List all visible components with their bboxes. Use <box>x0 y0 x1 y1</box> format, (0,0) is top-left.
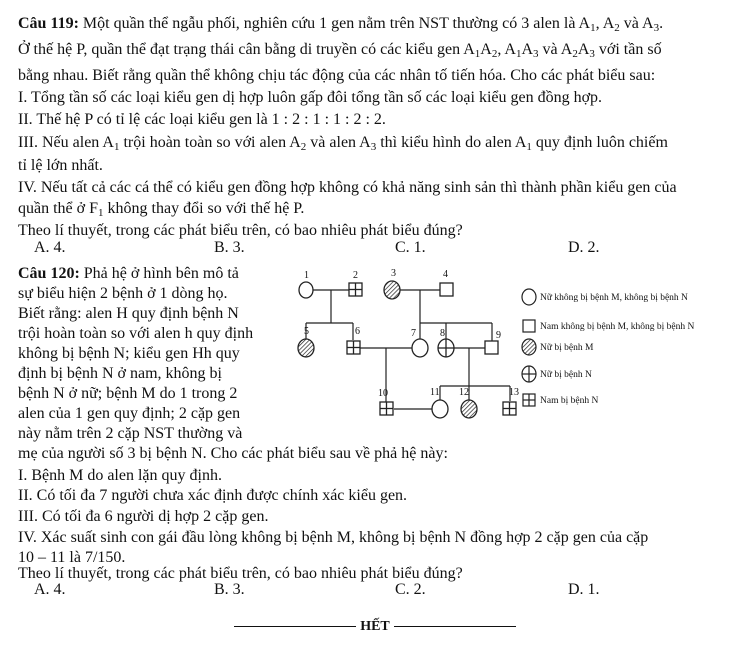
q120-line7: bệnh N ở nữ; bệnh M do 1 trong 2 <box>18 385 238 402</box>
q120-line3: Biết rằng: alen H quy định bệnh N <box>18 305 239 322</box>
sub: 3 <box>653 22 660 34</box>
individual-12 <box>461 400 477 418</box>
text: III. Nếu alen A <box>18 134 114 151</box>
q119-statement-4: IV. Nếu tất cả các cá thể có kiểu gen đồng hợp không có khả năng sinh sản thì thành phần kiểu gen của <box>18 179 677 196</box>
individual-number-3: 3 <box>391 268 396 279</box>
q120-statement-1: I. Bệnh M do alen lặn quy định. <box>18 467 222 484</box>
q120-line8: alen của 1 gen quy định; 2 cặp gen <box>18 405 241 422</box>
text: quy định luôn chiếm <box>531 134 668 151</box>
text: , A <box>595 15 615 32</box>
legend-label-female-disease-n: Nữ bị bệnh N <box>540 370 592 380</box>
divider-left <box>234 626 356 627</box>
individual-number-6: 6 <box>355 326 360 337</box>
text: không thay đổi so với thế hệ P. <box>103 200 305 217</box>
individual-number-7: 7 <box>411 328 416 339</box>
individual-number-11: 11 <box>430 387 440 398</box>
end-marker <box>0 619 750 635</box>
q120-option-a[interactable]: A. 4. <box>34 581 66 598</box>
q119-line3: bằng nhau. Biết rằng quần thể không chịu tác động của các nhân tố tiến hóa. Cho các phát biểu sau: <box>18 67 656 84</box>
q120-question: Theo lí thuyết, trong các phát biểu trên, có bao nhiêu phát biểu đúng? <box>18 565 463 582</box>
q120-line9: này nằm trên 2 cặp NST thường và <box>18 425 243 442</box>
individual-number-5: 5 <box>304 326 309 337</box>
legend-label-male-disease-n: Nam bị bệnh N <box>540 396 599 406</box>
individual-number-10: 10 <box>378 388 388 399</box>
text: thì kiểu hình do alen A <box>376 134 527 151</box>
legend-symbol-female-disease-m <box>522 339 536 355</box>
q120-line5: không bị bệnh N; kiểu gen Hh quy <box>18 345 240 362</box>
individual-4 <box>440 283 453 296</box>
q120-statement-3: III. Có tối đa 6 người dị hợp 2 cặp gen. <box>18 508 269 525</box>
individual-number-4: 4 <box>443 269 448 280</box>
individual-7 <box>412 339 428 357</box>
individual-9 <box>485 341 498 354</box>
q120-statement-2: II. Có tối đa 7 người chưa xác định được chính xác kiểu gen. <box>18 487 408 504</box>
q119-option-a[interactable]: A. 4. <box>34 239 66 256</box>
individual-3 <box>384 281 400 299</box>
q119-line2 <box>18 40 662 60</box>
genotype-list: $_1A_2$, $A_1A_3$ và $A_2A_3$ <box>474 41 595 60</box>
legend-label-female-disease-m: Nữ bị bệnh M <box>540 343 594 353</box>
q120-option-c[interactable]: C. 2. <box>395 581 426 598</box>
text: trội hoàn toàn so với alen A <box>119 134 301 151</box>
q119-statement-3: III. Nếu alen $A_1$ trội hoàn toàn so với alen $A_2$ và alen $A_3$ thì kiểu hình do alen $A_1$ quy định luôn chiếm <box>18 134 668 153</box>
individual-number-12: 12 <box>459 387 469 398</box>
individual-1 <box>299 282 313 298</box>
end-text: HẾT <box>360 619 390 634</box>
individual-5 <box>298 339 314 357</box>
individual-number-8: 8 <box>440 328 445 339</box>
q119-statement-2: II. Thế hệ P có tỉ lệ các loại kiểu gen là 1 : 2 : 1 : 1 : 2 : 2. <box>18 111 386 128</box>
q119-line1 <box>18 14 663 34</box>
q120-option-d[interactable]: D. 1. <box>568 581 600 598</box>
individual-number-13: 13 <box>509 387 519 398</box>
text: Phả hệ ở hình bên mô tả <box>83 265 239 282</box>
individual-number-9: 9 <box>496 330 501 341</box>
q119-stem: Một quần thể ngẫu phối, nghiên cứu 1 gen nằm trên NST thường có 3 alen là A <box>82 15 591 32</box>
individual-number-1: 1 <box>304 270 309 281</box>
q120-line10: mẹ của người số 3 bị bệnh N. Cho các phát biểu sau về phả hệ này: <box>18 445 448 462</box>
q120-line2: sự biểu hiện 2 bệnh ở 1 dòng họ. <box>18 285 228 302</box>
sub: 2 <box>614 22 620 34</box>
text: và alen A <box>306 134 371 151</box>
q120-line4: trội hoàn toàn so với alen h quy định <box>18 325 254 342</box>
q120-line1 <box>18 264 239 284</box>
legend-symbol-male-normal <box>523 320 535 332</box>
individual-11 <box>432 400 448 418</box>
text: . <box>659 15 664 32</box>
legend-label-male-normal: Nam không bị bệnh M, không bị bệnh N <box>540 322 695 332</box>
q119-option-c[interactable]: C. 1. <box>395 239 426 256</box>
q120-statement-4-cont: 10 – 11 là 7/150. <box>18 549 126 566</box>
text: với tần số <box>594 41 662 58</box>
q119-statement-1: I. Tổng tần số các loại kiểu gen dị hợp luôn gấp đôi tổng tần số các loại kiểu gen đồng hợp. <box>18 89 603 106</box>
q120-label: Câu 120: <box>18 265 80 282</box>
legend-symbol-female-normal <box>522 289 536 305</box>
pedigree-diagram <box>296 268 736 428</box>
text: Ở thế hệ P, quần thể đạt trạng thái cân bằng di truyền có các kiểu gen A <box>18 41 475 58</box>
individual-number-2: 2 <box>353 270 358 281</box>
sub: 1 <box>590 22 596 34</box>
q119-statement-3-cont: tỉ lệ lớn nhất. <box>18 157 103 174</box>
q119-question: Theo lí thuyết, trong các phát biểu trên, có bao nhiêu phát biểu đúng? <box>18 222 463 239</box>
q119-option-d[interactable]: D. 2. <box>568 239 600 256</box>
text: quần thể ở F <box>18 200 99 217</box>
q119-label: Câu 119: <box>18 15 79 32</box>
divider-right <box>394 626 516 627</box>
q119-option-b[interactable]: B. 3. <box>214 239 245 256</box>
q120-statement-4: IV. Xác suất sinh con gái đầu lòng không bị bệnh M, không bị bệnh N đồng hợp 2 cặp gen của cặp <box>18 529 649 546</box>
q119-statement-4-cont: quần thể ở $F_1$ không thay đổi so với thế hệ P. <box>18 200 305 219</box>
q120-option-b[interactable]: B. 3. <box>214 581 245 598</box>
text: và A <box>619 15 654 32</box>
legend-label-female-normal: Nữ không bị bệnh M, không bị bệnh N <box>540 293 688 303</box>
q120-line6: định bị bệnh N ở nam, không bị <box>18 365 222 382</box>
